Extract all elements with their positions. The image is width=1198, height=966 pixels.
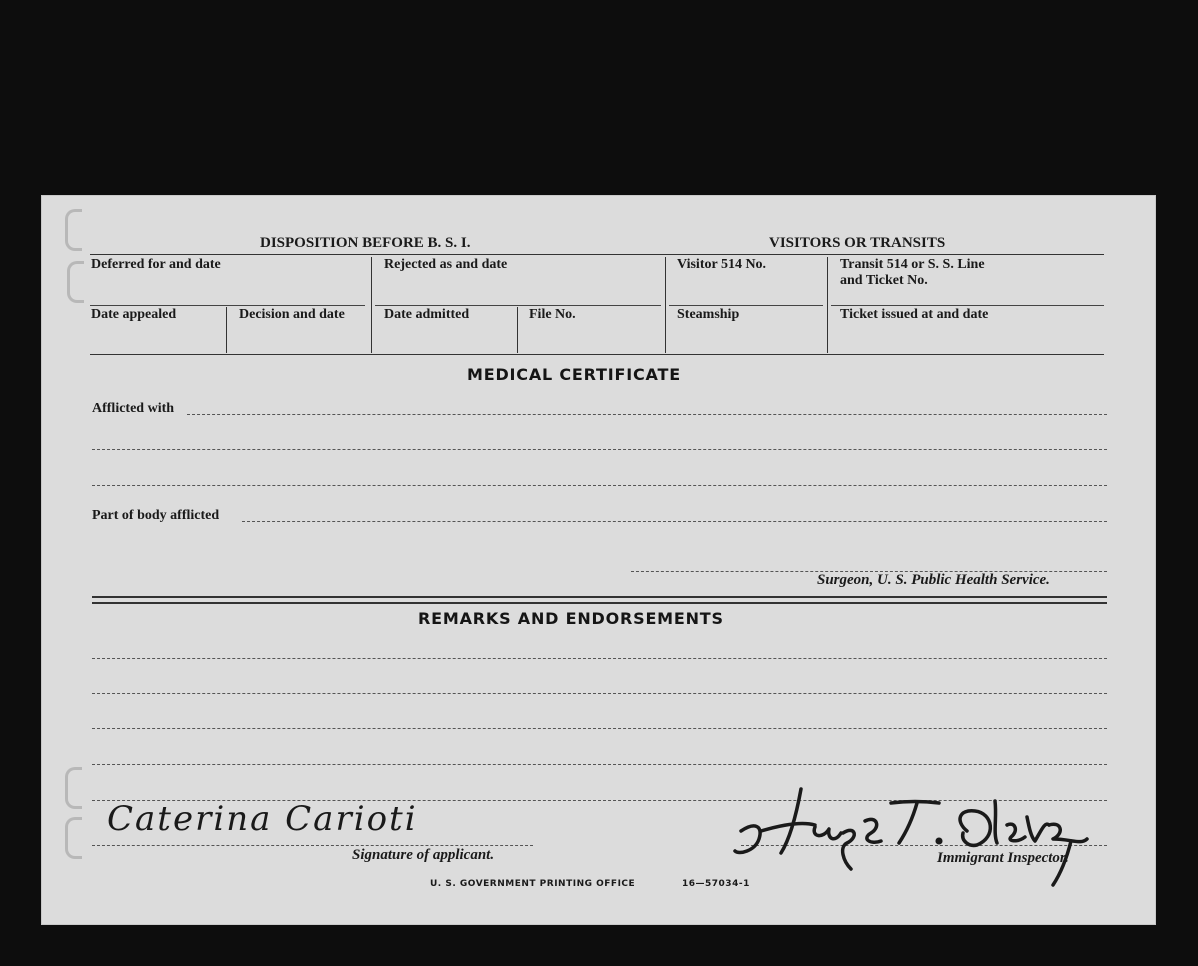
rejected-label: Rejected as and date	[384, 257, 508, 272]
file-no-label: File No.	[529, 307, 576, 322]
table-mid-rule-far	[831, 305, 1104, 306]
divider-sub-1	[226, 307, 227, 353]
visitor-514-label: Visitor 514 No.	[677, 257, 767, 272]
surgeon-caption: Surgeon, U. S. Public Health Service.	[817, 572, 1050, 588]
double-rule-top	[92, 596, 1107, 598]
date-admitted-label: Date admitted	[384, 307, 470, 322]
printing-office: U. S. GOVERNMENT PRINTING OFFICE	[430, 879, 636, 889]
table-mid-rule-mid	[375, 305, 661, 306]
applicant-signature-line	[92, 845, 533, 846]
date-appealed-label: Date appealed	[91, 307, 177, 322]
applicant-signature: Caterina Carioti	[107, 799, 418, 839]
afflicted-with-label: Afflicted with	[92, 401, 175, 416]
remarks-line-2	[92, 693, 1107, 694]
inspector-signature	[731, 781, 1091, 891]
form-card	[41, 195, 1156, 925]
afflicted-with-line-1	[187, 414, 1107, 415]
remarks-line-1	[92, 658, 1107, 659]
divider-sub-2	[517, 307, 518, 353]
table-mid-rule-right	[669, 305, 823, 306]
disposition-header: DISPOSITION BEFORE B. S. I.	[260, 235, 471, 251]
table-bottom-rule	[90, 354, 1104, 355]
afflicted-with-line-3	[92, 485, 1107, 486]
divider-col-3	[827, 257, 828, 353]
part-of-body-line	[242, 521, 1107, 522]
double-rule-bottom	[92, 602, 1107, 604]
remarks-title: REMARKS AND ENDORSEMENTS	[418, 609, 724, 628]
top-rule	[90, 254, 1104, 255]
ticket-issued-label: Ticket issued at and date	[840, 307, 989, 322]
visitors-header: VISITORS OR TRANSITS	[769, 235, 946, 251]
afflicted-with-line-2	[92, 449, 1107, 450]
divider-col-2	[665, 257, 666, 353]
deferred-label: Deferred for and date	[91, 257, 221, 272]
medical-certificate-title: MEDICAL CERTIFICATE	[467, 365, 681, 384]
decision-label: Decision and date	[239, 307, 345, 322]
remarks-line-3	[92, 728, 1107, 729]
binder-clip-upper	[67, 261, 84, 303]
steamship-label: Steamship	[677, 307, 740, 322]
inspector-signature-caption: Immigrant Inspector.	[937, 850, 1069, 866]
table-mid-rule-left	[90, 305, 365, 306]
binder-clip-bottom	[65, 817, 82, 859]
applicant-signature-caption: Signature of applicant.	[352, 847, 495, 863]
divider-col-1	[371, 257, 372, 353]
remarks-line-4	[92, 764, 1107, 765]
transit-514-label-1: Transit 514 or S. S. Line	[840, 257, 985, 272]
transit-514-label-2: and Ticket No.	[840, 273, 928, 288]
binder-clip-top	[65, 209, 82, 251]
form-number: 16—57034-1	[682, 879, 750, 889]
binder-clip-lower	[65, 767, 82, 809]
part-of-body-label: Part of body afflicted	[92, 508, 220, 523]
